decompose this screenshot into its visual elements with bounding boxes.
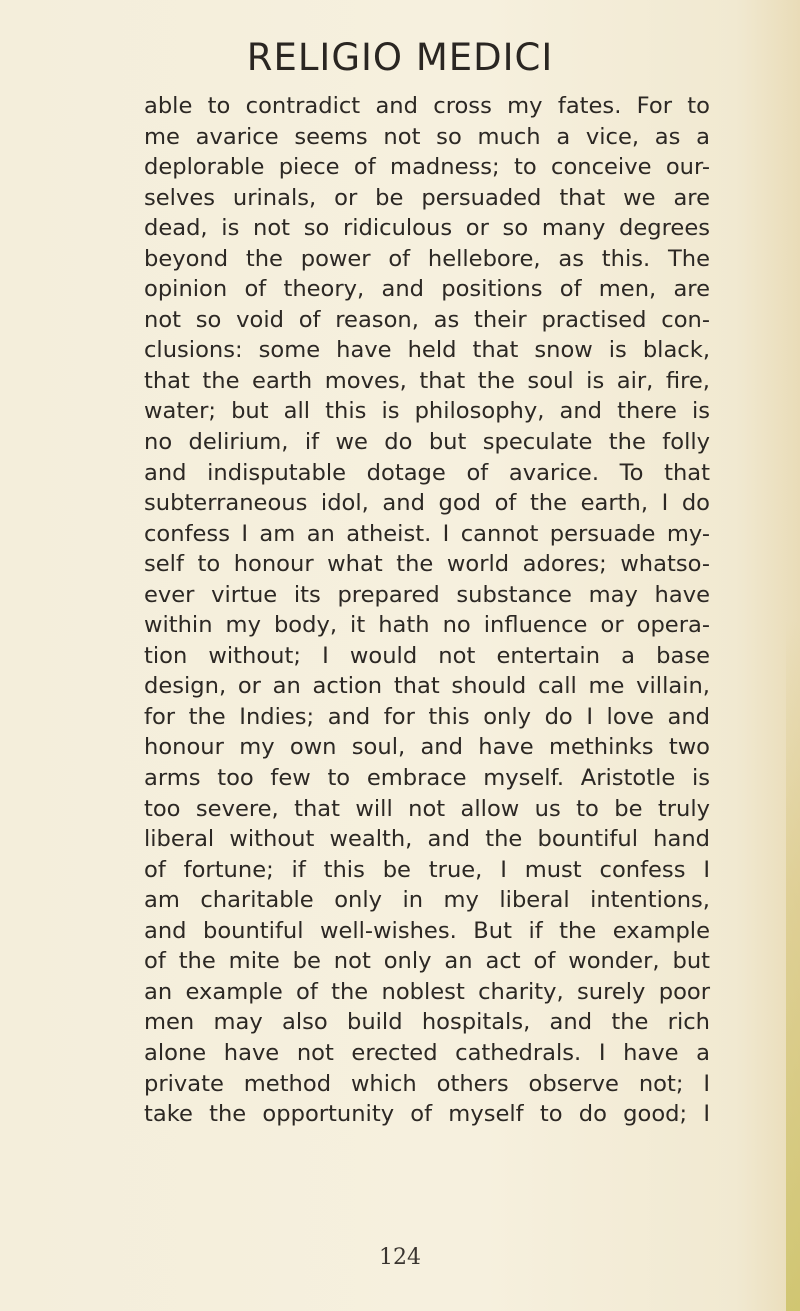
text-line: within my body, it hath no influence or opera- <box>144 612 710 639</box>
text-line: and bountiful well-wishes. But if the example <box>144 917 710 944</box>
text-line: private method which others observe not; I <box>144 1070 710 1097</box>
text-line: subterraneous idol, and god of the earth, I do <box>144 490 710 517</box>
page-edge-stain <box>786 620 800 1311</box>
body-text <box>144 91 710 1130</box>
text-line: liberal without wealth, and the bountiful hand <box>144 826 710 853</box>
text-line: arms too few to embrace myself. Aristotle is <box>144 765 710 792</box>
text-line: opinion of theory, and positions of men, are <box>144 276 710 303</box>
text-line: an example of the noblest charity, surely poor <box>144 978 710 1005</box>
page-number: 124 <box>379 1245 421 1270</box>
text-line: of fortune; if this be true, I must confess I <box>144 856 710 883</box>
text-line: dead, is not so ridiculous or so many degrees <box>144 215 710 242</box>
text-line: of the mite be not only an act of wonder, but <box>144 948 710 975</box>
text-line: beyond the power of hellebore, as this. The <box>144 245 710 272</box>
text-line: take the opportunity of myself to do good; I <box>144 1101 710 1128</box>
text-line: water; but all this is philosophy, and there is <box>144 398 710 425</box>
text-line: deplorable piece of madness; to conceive our- <box>144 154 710 181</box>
text-line: that the earth moves, that the soul is air, fire, <box>144 367 710 394</box>
text-line: no delirium, if we do but speculate the folly <box>144 429 710 456</box>
text-line: able to contradict and cross my fates. For to <box>144 93 710 119</box>
text-line: selves urinals, or be persuaded that we are <box>144 184 710 211</box>
text-line: tion without; I would not entertain a base <box>144 642 710 669</box>
text-line: clusions: some have held that snow is black, <box>144 337 710 364</box>
text-line: alone have not erected cathedrals. I have a <box>144 1039 710 1066</box>
text-line: design, or an action that should call me villain, <box>144 673 710 700</box>
text-line: confess I am an atheist. I cannot persuade my- <box>144 520 710 547</box>
text-line: too severe, that will not allow us to be truly <box>144 795 710 822</box>
text-line: self to honour what the world adores; whatso- <box>144 551 710 578</box>
text-line: not so void of reason, as their practised con- <box>144 306 710 333</box>
text-line: me avarice seems not so much a vice, as a <box>144 123 710 150</box>
text-line: am charitable only in my liberal intentions, <box>144 887 710 914</box>
text-line: honour my own soul, and have methinks two <box>144 734 710 761</box>
text-line: men may also build hospitals, and the rich <box>144 1009 710 1036</box>
text-line: ever virtue its prepared substance may have <box>144 581 710 608</box>
text-line: for the Indies; and for this only do I love and <box>144 703 710 730</box>
text-line: and indisputable dotage of avarice. To that <box>144 459 710 486</box>
running-head: RELIGIO MEDICI <box>246 36 554 79</box>
